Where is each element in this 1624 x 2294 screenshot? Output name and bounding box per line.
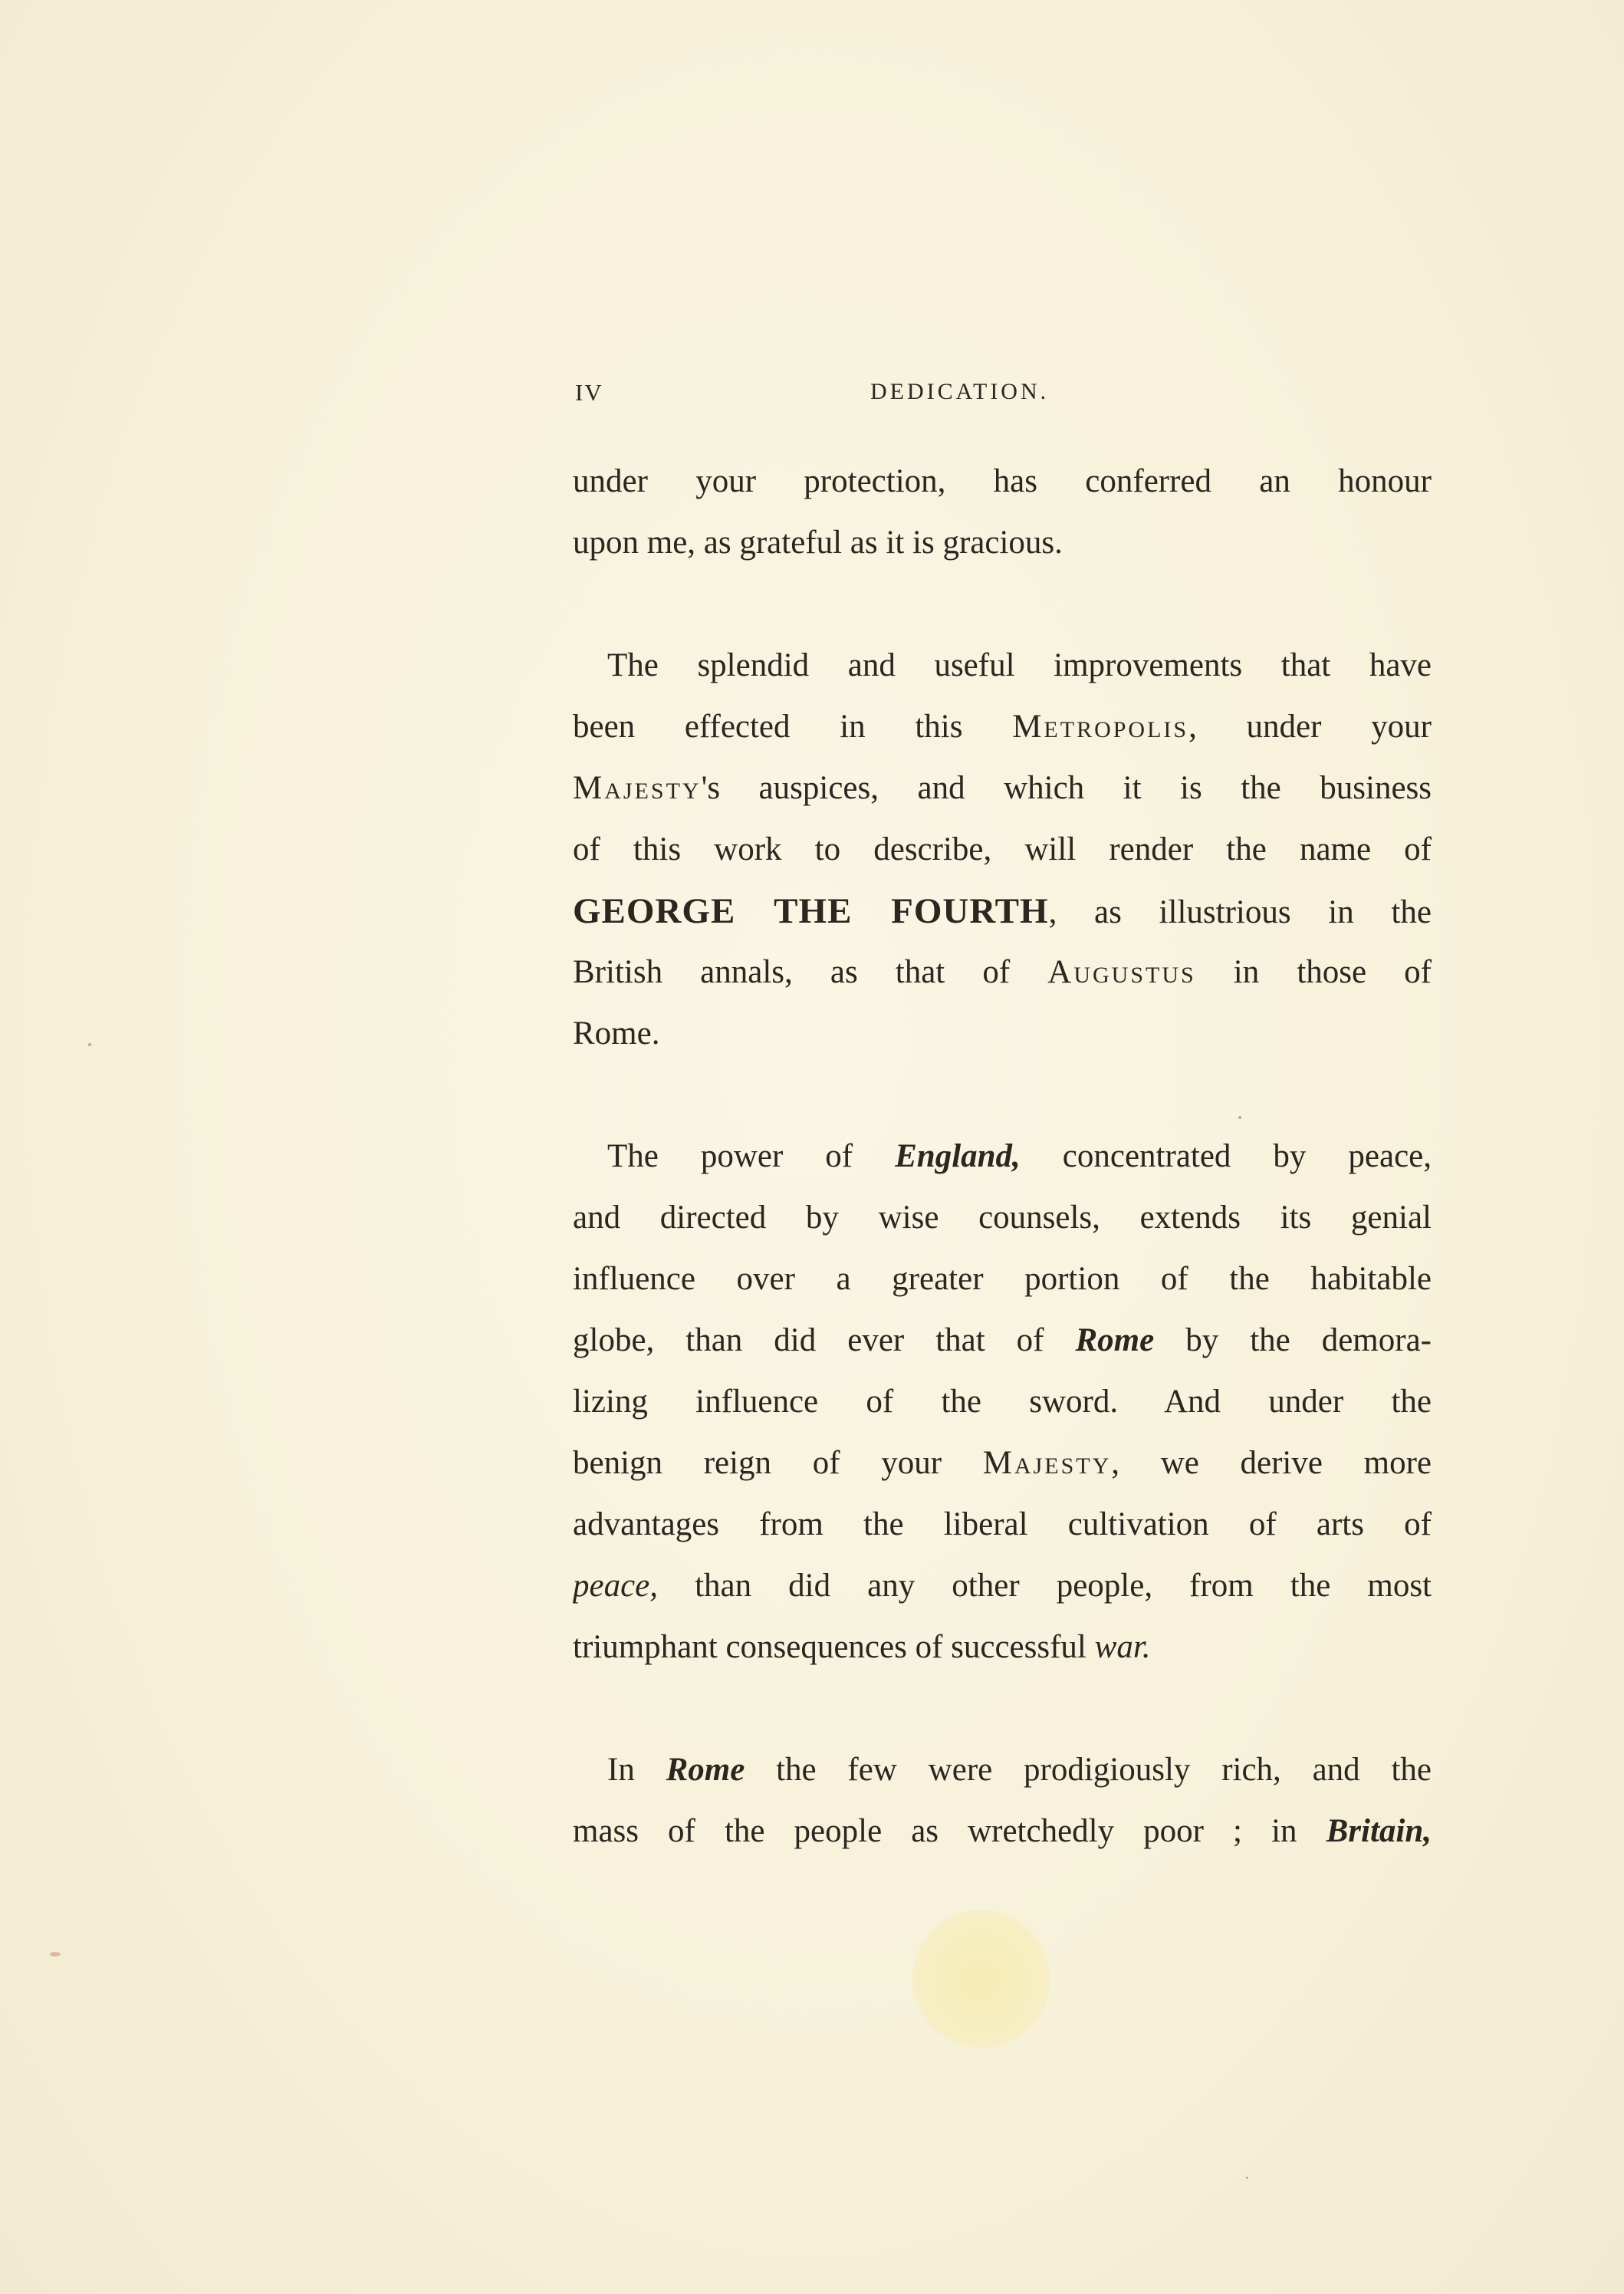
- text-run: British annals, as that of: [573, 954, 1048, 990]
- war-italic: war.: [1094, 1629, 1151, 1665]
- england-italic: England,: [895, 1138, 1021, 1174]
- text-line: [573, 1310, 1432, 1371]
- text-run: triumphant consequences of successful: [573, 1629, 1095, 1665]
- text-line: [573, 1739, 1432, 1801]
- page-header: [575, 379, 1434, 413]
- britain-italic: Britain,: [1326, 1813, 1432, 1849]
- dedication-text: [573, 451, 1432, 1862]
- text-run: benign reign of your: [573, 1445, 983, 1481]
- paper-speck: [1238, 1116, 1241, 1119]
- metropolis-smallcaps: Metropolis: [1012, 709, 1189, 745]
- text-run: , under your: [1188, 709, 1432, 745]
- text-run: , we derive more: [1111, 1445, 1432, 1481]
- library-stamp: [912, 1910, 1050, 2048]
- augustus-smallcaps: Augustus: [1047, 954, 1196, 990]
- george-the-fourth: GEORGE THE FOURTH: [573, 891, 1049, 931]
- text-line: influence over a greater portion of the habitable: [573, 1261, 1432, 1297]
- majesty-smallcaps: Majesty: [982, 1445, 1112, 1481]
- text-run: , as illustrious in the: [1048, 894, 1432, 930]
- text-line: The splendid and useful improvements that have: [607, 647, 1432, 683]
- text-line: of this work to describe, will render the name of: [573, 831, 1432, 867]
- paper-speck: [88, 1043, 91, 1046]
- text-line: advantages from the liberal cultivation of arts of: [573, 1506, 1432, 1542]
- text-line: [573, 758, 1432, 819]
- majesty-smallcaps: Majesty: [573, 770, 702, 806]
- text-run: globe, than did ever that of: [573, 1322, 1076, 1358]
- text-run: the few were prodigiously rich, and the: [745, 1752, 1432, 1788]
- text-line: [573, 880, 1432, 942]
- text-run: than did any other people, from the most: [658, 1568, 1432, 1604]
- text-line: [573, 1126, 1432, 1187]
- text-run: In: [607, 1752, 666, 1788]
- text-run: concentrated by peace,: [1020, 1138, 1432, 1174]
- rome-italic: Rome: [1075, 1322, 1155, 1358]
- text-run: been effected in this: [573, 709, 1013, 745]
- text-line: upon me, as grateful as it is gracious.: [573, 525, 1063, 561]
- text-line: [573, 1555, 1432, 1617]
- text-line: lizing influence of the sword. And under the: [573, 1384, 1432, 1420]
- text-line: [573, 1617, 1432, 1678]
- text-run: in those of: [1195, 954, 1432, 990]
- text-run: 's auspices, and which it is the business: [701, 770, 1432, 806]
- text-line: under your protection, has conferred an honour: [573, 463, 1432, 499]
- text-run: The power of: [607, 1138, 896, 1174]
- peace-italic: peace,: [573, 1568, 659, 1604]
- text-line: [573, 696, 1432, 758]
- running-head: DEDICATION.: [870, 379, 1050, 404]
- page-number: IV: [575, 379, 603, 406]
- text-line: and directed by wise counsels, extends its genial: [573, 1200, 1432, 1236]
- text-run: by the demora-: [1154, 1322, 1432, 1358]
- text-line: Rome.: [573, 1015, 660, 1052]
- text-line: [573, 1433, 1432, 1494]
- paper-speck: [50, 1952, 61, 1957]
- text-run: mass of the people as wretchedly poor ; in: [573, 1813, 1326, 1849]
- text-line: [573, 942, 1432, 1003]
- rome-italic: Rome: [666, 1752, 745, 1788]
- paper-speck: [1246, 2177, 1248, 2179]
- text-line: [573, 1801, 1432, 1862]
